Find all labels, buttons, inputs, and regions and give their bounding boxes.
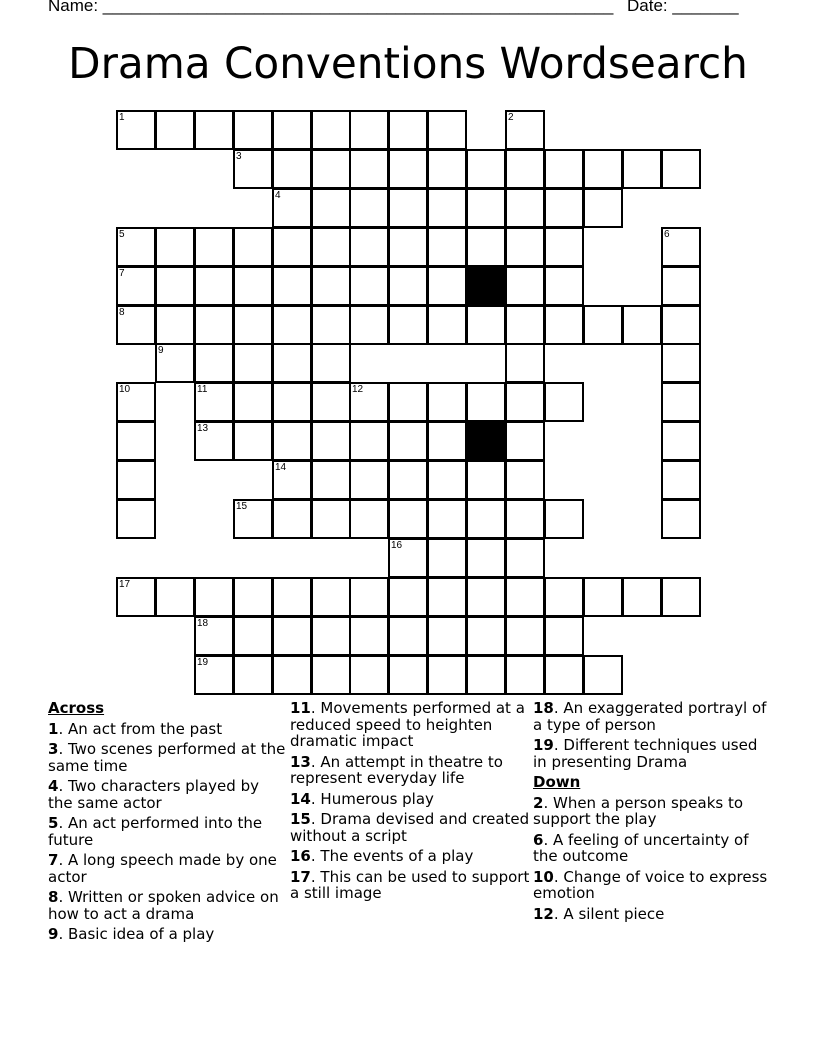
clue-number: 13 [290, 752, 311, 771]
blocked-cell [466, 266, 506, 306]
grid-cell[interactable] [349, 305, 389, 345]
clue-text: Two scenes performed at the same time [48, 740, 286, 775]
grid-cell[interactable] [194, 227, 234, 267]
grid-cell[interactable] [427, 616, 467, 656]
grid-cell[interactable] [116, 499, 156, 539]
grid-cell[interactable] [505, 188, 545, 228]
grid-cell[interactable] [233, 421, 273, 461]
grid-cell[interactable] [388, 266, 428, 306]
clue-down-6: 6. A feeling of uncertainty of the outcome [533, 830, 749, 865]
grid-cell[interactable] [583, 577, 623, 617]
clue-text: Written or spoken advice on how to act a drama [48, 888, 279, 923]
grid-cell[interactable] [233, 655, 273, 695]
grid-cell[interactable] [349, 382, 389, 422]
grid-cell[interactable] [466, 577, 506, 617]
grid-cell[interactable] [505, 499, 545, 539]
grid-cell[interactable] [661, 382, 701, 422]
grid-cell[interactable] [505, 110, 545, 150]
grid-cell[interactable] [349, 616, 389, 656]
clue-number: 19 [533, 736, 554, 754]
grid-cell[interactable] [466, 460, 506, 500]
grid-cell[interactable] [116, 305, 156, 345]
grid-cell[interactable] [622, 305, 662, 345]
clue-across-14: 14. Humerous play [290, 789, 434, 808]
grid-cell[interactable] [272, 421, 312, 461]
grid-cell[interactable] [194, 382, 234, 422]
grid-cell[interactable] [388, 382, 428, 422]
grid-cell[interactable] [427, 149, 467, 189]
grid-cell[interactable] [194, 577, 234, 617]
cell-number: 17 [119, 579, 131, 590]
clue-text: A feeling of uncertainty of the outcome [533, 830, 749, 865]
clue-text: A silent piece [563, 904, 665, 923]
page-title: Drama Conventions Wordsearch [68, 39, 748, 89]
grid-cell[interactable] [466, 538, 506, 578]
grid-cell[interactable] [583, 149, 623, 189]
cell-number: 5 [119, 229, 125, 240]
clue-number: 8 [48, 888, 59, 906]
cell-number: 9 [158, 345, 164, 356]
grid-cell[interactable] [505, 577, 545, 617]
cell-number: 4 [275, 190, 281, 201]
cell-number: 8 [119, 307, 125, 318]
grid-cell[interactable] [661, 227, 701, 267]
grid-cell[interactable] [427, 655, 467, 695]
cell-number: 6 [664, 229, 670, 240]
grid-cell[interactable] [272, 382, 312, 422]
grid-cell[interactable] [233, 110, 273, 150]
clue-number: 16 [290, 847, 311, 865]
grid-cell[interactable] [116, 227, 156, 267]
grid-cell[interactable] [116, 382, 156, 422]
grid-cell[interactable] [427, 227, 467, 267]
grid-cell[interactable] [272, 343, 312, 383]
grid-cell[interactable] [661, 149, 701, 189]
grid-cell[interactable] [233, 343, 273, 383]
grid-cell[interactable] [311, 616, 351, 656]
grid-cell[interactable] [349, 499, 389, 539]
grid-cell[interactable] [505, 343, 545, 383]
grid-cell[interactable] [311, 227, 351, 267]
grid-cell[interactable] [155, 266, 195, 306]
grid-cell[interactable] [583, 305, 623, 345]
grid-cell[interactable] [349, 110, 389, 150]
grid-cell[interactable] [661, 305, 701, 345]
grid-cell[interactable] [349, 227, 389, 267]
cell-number: 18 [197, 618, 209, 629]
grid-cell[interactable] [622, 577, 662, 617]
grid-cell[interactable] [194, 655, 234, 695]
grid-cell[interactable] [194, 266, 234, 306]
grid-cell[interactable] [194, 616, 234, 656]
grid-cell[interactable] [349, 266, 389, 306]
grid-cell[interactable] [311, 577, 351, 617]
clue-number: 3 [48, 740, 59, 758]
clue-text: An exaggerated portrayl of a type of person [533, 699, 767, 734]
clue-number: 11 [290, 699, 311, 717]
date-field[interactable]: Date: _______ [627, 0, 739, 15]
cell-number: 3 [236, 151, 242, 162]
grid-cell[interactable] [505, 149, 545, 189]
grid-cell[interactable] [427, 577, 467, 617]
clue-across-13: 13. An attempt in theatre to represent everyday life [290, 752, 503, 787]
grid-cell[interactable] [388, 538, 428, 578]
grid-cell[interactable] [427, 538, 467, 578]
grid-cell[interactable] [349, 421, 389, 461]
clue-number: 6 [533, 830, 544, 849]
grid-cell[interactable] [544, 577, 584, 617]
grid-cell[interactable] [116, 421, 156, 461]
grid-cell[interactable] [349, 188, 389, 228]
grid-cell[interactable] [388, 110, 428, 150]
grid-cell[interactable] [272, 227, 312, 267]
grid-cell[interactable] [272, 110, 312, 150]
clue-across-5: 5. An act performed into the future [48, 814, 263, 849]
grid-cell[interactable] [388, 188, 428, 228]
grid-cell[interactable] [349, 655, 389, 695]
clues-column-3 [533, 700, 773, 926]
grid-cell[interactable] [544, 382, 584, 422]
grid-cell[interactable] [544, 188, 584, 228]
grid-cell[interactable] [272, 577, 312, 617]
clue-text: An act performed into the future [48, 814, 263, 849]
grid-cell[interactable] [272, 499, 312, 539]
grid-cell[interactable] [311, 149, 351, 189]
grid-cell[interactable] [116, 460, 156, 500]
grid-cell[interactable] [311, 499, 351, 539]
grid-cell[interactable] [427, 460, 467, 500]
grid-cell[interactable] [544, 266, 584, 306]
grid-cell[interactable] [349, 149, 389, 189]
grid-cell[interactable] [427, 499, 467, 539]
grid-cell[interactable] [466, 382, 506, 422]
grid-cell[interactable] [661, 460, 701, 500]
clue-text: Different techniques used in presenting Drama [533, 736, 758, 771]
clue-across-8: 8. Written or spoken advice on how to act a drama [48, 888, 279, 923]
grid-cell[interactable] [311, 421, 351, 461]
grid-cell[interactable] [233, 149, 273, 189]
cell-number: 13 [197, 423, 209, 434]
cell-number: 7 [119, 268, 125, 279]
grid-cell[interactable] [388, 305, 428, 345]
cell-number: 19 [197, 657, 209, 668]
grid-cell[interactable] [505, 382, 545, 422]
grid-cell[interactable] [505, 421, 545, 461]
clue-number: 5 [48, 814, 59, 832]
grid-cell[interactable] [311, 110, 351, 150]
grid-cell[interactable] [388, 577, 428, 617]
grid-cell[interactable] [505, 655, 545, 695]
grid-cell[interactable] [272, 188, 312, 228]
grid-cell[interactable] [194, 110, 234, 150]
grid-cell[interactable] [544, 616, 584, 656]
grid-cell[interactable] [544, 149, 584, 189]
clue-across-3: 3. Two scenes performed at the same time [48, 740, 286, 775]
clue-text: An attempt in theatre to represent everyday life [290, 752, 503, 787]
grid-cell[interactable] [233, 616, 273, 656]
grid-cell[interactable] [155, 227, 195, 267]
grid-cell[interactable] [388, 421, 428, 461]
grid-cell[interactable] [388, 149, 428, 189]
grid-cell[interactable] [116, 577, 156, 617]
across-heading: Across [48, 699, 105, 717]
name-field[interactable]: Name: ______________________________________________________ [48, 0, 614, 15]
grid-cell[interactable] [272, 149, 312, 189]
grid-cell[interactable] [194, 343, 234, 383]
grid-cell[interactable] [155, 343, 195, 383]
clue-number: 17 [290, 867, 311, 886]
cell-number: 10 [119, 384, 131, 395]
cell-number: 15 [236, 501, 248, 512]
grid-cell[interactable] [661, 266, 701, 306]
grid-cell[interactable] [427, 305, 467, 345]
grid-cell[interactable] [427, 382, 467, 422]
grid-cell[interactable] [622, 149, 662, 189]
clue-down-2: 2. When a person speaks to support the play [533, 793, 744, 828]
grid-cell[interactable] [311, 460, 351, 500]
grid-cell[interactable] [583, 188, 623, 228]
grid-cell[interactable] [661, 343, 701, 383]
grid-cell[interactable] [544, 227, 584, 267]
grid-cell[interactable] [388, 460, 428, 500]
clue-text: Two characters played by the same actor [48, 777, 259, 812]
grid-cell[interactable] [233, 305, 273, 345]
grid-cell[interactable] [272, 305, 312, 345]
grid-cell[interactable] [466, 616, 506, 656]
grid-cell[interactable] [155, 305, 195, 345]
clue-down-12: 12. A silent piece [533, 904, 665, 923]
clue-text: Drama devised and created without a script [290, 810, 530, 845]
clue-across-19: 19. Different techniques used in presenting Drama [533, 736, 758, 771]
grid-cell[interactable] [544, 655, 584, 695]
clue-across-11: 11. Movements performed at a reduced speed to heighten dramatic impact [290, 699, 525, 750]
grid-cell[interactable] [388, 616, 428, 656]
clue-across-15: 15. Drama devised and created without a script [290, 810, 530, 845]
grid-cell[interactable] [311, 188, 351, 228]
clue-down-10: 10. Change of voice to express emotion [533, 867, 768, 902]
clue-across-9: 9. Basic idea of a play [48, 925, 215, 943]
grid-cell[interactable] [311, 266, 351, 306]
grid-cell[interactable] [466, 655, 506, 695]
clue-number: 10 [533, 867, 554, 886]
grid-cell[interactable] [349, 460, 389, 500]
grid-cell[interactable] [233, 382, 273, 422]
grid-cell[interactable] [661, 499, 701, 539]
grid-cell[interactable] [194, 305, 234, 345]
grid-cell[interactable] [466, 305, 506, 345]
grid-cell[interactable] [155, 110, 195, 150]
clue-number: 14 [290, 789, 311, 808]
cell-number: 2 [508, 112, 514, 123]
grid-cell[interactable] [466, 149, 506, 189]
clue-number: 1 [48, 719, 59, 738]
grid-cell[interactable] [311, 343, 351, 383]
grid-cell[interactable] [505, 227, 545, 267]
clue-number: 4 [48, 777, 59, 795]
grid-cell[interactable] [505, 616, 545, 656]
grid-cell[interactable] [311, 305, 351, 345]
grid-cell[interactable] [427, 266, 467, 306]
grid-cell[interactable] [116, 110, 156, 150]
clue-number: 15 [290, 810, 311, 828]
clue-across-18: 18. An exaggerated portrayl of a type of person [533, 699, 767, 734]
grid-cell[interactable] [311, 382, 351, 422]
cell-number: 14 [275, 462, 287, 473]
header [0, 0, 816, 22]
blocked-cell [466, 421, 506, 461]
grid-cell[interactable] [233, 499, 273, 539]
clues-column-1 [48, 700, 288, 947]
grid-cell[interactable] [427, 421, 467, 461]
grid-cell[interactable] [544, 499, 584, 539]
grid-cell[interactable] [505, 305, 545, 345]
clue-text: Movements performed at a reduced speed to heighten dramatic impact [290, 699, 525, 750]
cell-number: 16 [391, 540, 403, 551]
clue-across-16: 16. The events of a play [290, 847, 474, 865]
clue-number: 12 [533, 904, 554, 923]
clue-number: 9 [48, 925, 59, 943]
grid-cell[interactable] [233, 577, 273, 617]
grid-cell[interactable] [388, 227, 428, 267]
clue-text: A long speech made by one actor [48, 851, 277, 886]
grid-cell[interactable] [233, 227, 273, 267]
clue-text: Humerous play [320, 789, 434, 808]
clue-number: 7 [48, 851, 59, 869]
clue-number: 18 [533, 699, 554, 717]
grid-cell[interactable] [505, 266, 545, 306]
grid-cell[interactable] [583, 655, 623, 695]
clue-text: Change of voice to express emotion [533, 867, 768, 902]
grid-cell[interactable] [272, 655, 312, 695]
cell-number: 11 [197, 384, 208, 395]
clue-text: This can be used to support a still image [290, 867, 530, 902]
grid-cell[interactable] [427, 110, 467, 150]
clue-across-1: 1. An act from the past [48, 719, 223, 738]
clue-across-17: 17. This can be used to support a still image [290, 867, 530, 902]
clue-text: When a person speaks to support the play [533, 793, 744, 828]
grid-cell[interactable] [466, 188, 506, 228]
grid-cell[interactable] [155, 577, 195, 617]
down-heading: Down [533, 773, 581, 791]
grid-cell[interactable] [388, 499, 428, 539]
grid-cell[interactable] [544, 305, 584, 345]
grid-cell[interactable] [233, 266, 273, 306]
grid-cell[interactable] [466, 499, 506, 539]
grid-cell[interactable] [505, 538, 545, 578]
grid-cell[interactable] [661, 577, 701, 617]
clues-column-2 [290, 700, 530, 906]
grid-cell[interactable] [349, 577, 389, 617]
grid-cell[interactable] [466, 227, 506, 267]
grid-cell[interactable] [311, 655, 351, 695]
grid-cell[interactable] [427, 188, 467, 228]
clue-text: Basic idea of a play [67, 925, 215, 943]
cell-number: 12 [352, 384, 364, 395]
clue-across-7: 7. A long speech made by one actor [48, 851, 277, 886]
clue-number: 2 [533, 793, 544, 812]
clue-text: An act from the past [67, 719, 223, 738]
clue-text: The events of a play [320, 847, 474, 865]
crossword-grid [116, 110, 700, 694]
grid-cell[interactable] [661, 421, 701, 461]
grid-cell[interactable] [272, 460, 312, 500]
grid-cell[interactable] [272, 266, 312, 306]
grid-cell[interactable] [505, 460, 545, 500]
grid-cell[interactable] [272, 616, 312, 656]
clue-across-4: 4. Two characters played by the same actor [48, 777, 259, 812]
grid-cell[interactable] [388, 655, 428, 695]
cell-number: 1 [119, 112, 125, 123]
grid-cell[interactable] [116, 266, 156, 306]
grid-cell[interactable] [194, 421, 234, 461]
